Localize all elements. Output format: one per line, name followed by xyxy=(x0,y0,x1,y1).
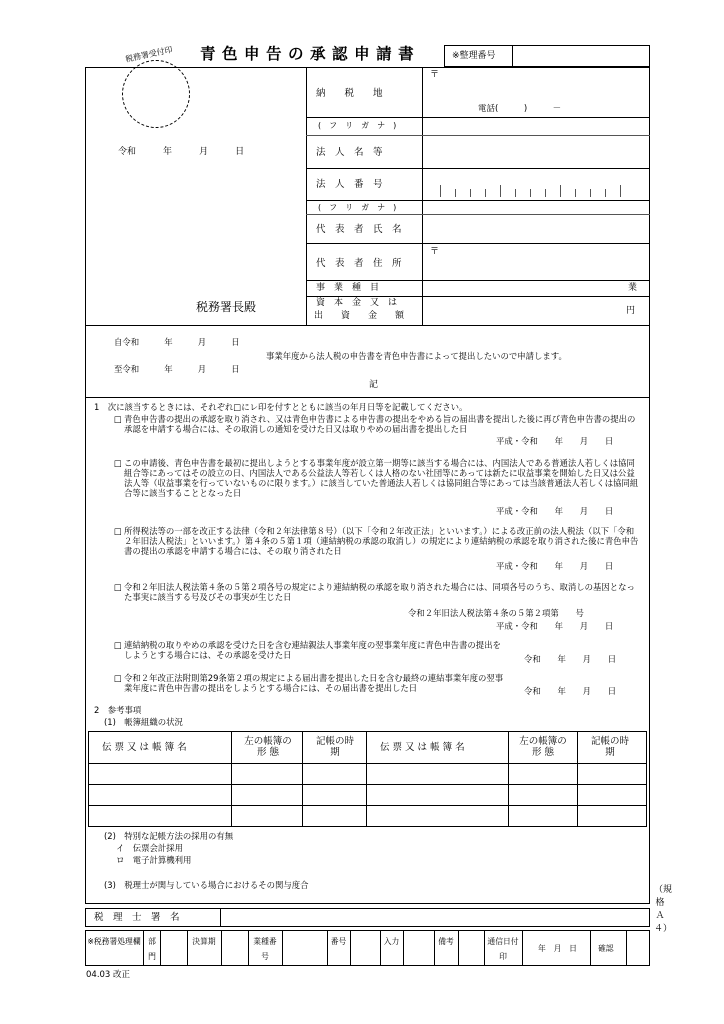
checkbox-6[interactable]: □ xyxy=(114,673,122,683)
rep-postal-mark: 〒 xyxy=(430,247,440,257)
checkbox-3[interactable]: □ xyxy=(114,526,122,536)
checkbox-1[interactable]: □ xyxy=(114,414,122,424)
business-unit: 業 xyxy=(628,283,638,293)
item-1-text: 青色申告書の提出の承認を取り消され、又は青色申告書による申告書の提出をやめる旨の届出書を提出した後に再び青色申告書の提出の承認を申請する場合には、その取消しの通知を受けた日又は取りやめの届出書を提出した日 xyxy=(124,414,636,435)
office-cell-comm-date: 通信日付印 xyxy=(487,937,519,961)
furigana-label-1: ( フ リ ガ ナ ) xyxy=(318,121,397,130)
page-title: 青色申告の承認申請書 xyxy=(200,45,421,63)
office-cell-industry-number: 業種番号 xyxy=(253,937,277,961)
th-ledger-name-2: 伝 票 又 は 帳 簿 名 xyxy=(380,742,465,753)
item-1-date: 平成・令和 年 月 日 xyxy=(496,436,614,446)
item-6-text: 令和２年改正法附則第29条第２項の規定による届出書を提出した日を含む最終の連結事業年度の翌事業年度に青色申告書の提出をしようとする場合には、その届出書を提出した日 xyxy=(124,673,504,694)
stamp-label: 税務署受付印 xyxy=(124,45,174,64)
period-statement: 事業年度から法人税の申告書を青色申告書によって提出したいので申請します。 xyxy=(266,351,567,361)
th-form-1: 左の帳簿の 形 態 xyxy=(244,736,292,759)
office-cell-confirm: 確認 xyxy=(598,944,614,953)
office-cell-fiscal-period: 決算期 xyxy=(192,937,216,946)
instructions: 1 次に該当するときには、それぞれ□にレ印を付すとともに該当の年月日等を記載してください。 xyxy=(94,402,468,412)
reference-heading: 2 参考事項 xyxy=(94,705,142,715)
label-corp-number: 法 人 番 号 xyxy=(316,179,383,190)
item-3-date: 平成・令和 年 月 日 xyxy=(496,561,614,571)
office-cell-remarks: 備考 xyxy=(438,937,454,946)
office-cell-department: 部門 xyxy=(148,937,156,961)
item-6-date: 令和 年 月 日 xyxy=(524,686,617,696)
addressee: 税務署長殿 xyxy=(196,300,257,314)
reference-2a: イ 伝票会計採用 xyxy=(116,843,183,853)
checkbox-4[interactable]: □ xyxy=(114,582,122,592)
capital-unit: 円 xyxy=(626,306,636,316)
reference-1: (1) 帳簿組織の状況 xyxy=(104,717,183,727)
tax-accountant-label: 税 理 士 署 名 xyxy=(94,912,180,923)
phone-label: 電話( ) － xyxy=(478,104,562,114)
item-2-text: この申請後、青色申告書を最初に提出しようとする事業年度が設立第一期等に該当する場合には、内国法人である普通法人若しくは協同組合等にあってはその設立の日、内国法人である公益法人等若しくは人格のない社団等にあっては新たに収益事業を開始した日又は公益法人等（収益事業を行っていないものに限ります。）に該当していた普通法人若しくは協同組合等にあっては当該普通法人若しくは協同組合等に該当することとなった日 xyxy=(124,458,639,499)
reference-3: (3) 税理士が関与している場合におけるその関与度合 xyxy=(104,880,309,890)
period-from: 自令和 年 月 日 xyxy=(114,337,240,347)
serial-label: ※整理番号 xyxy=(452,51,496,61)
corp-number-digit-boxes xyxy=(440,185,640,197)
item-5-text: 連結納税の取りやめの承認を受けた日を含む連結親法人事業年度の翌事業年度に青色申告書の提出をしようとする場合には、その承認を受けた日 xyxy=(124,640,501,661)
item-4-date: 平成・令和 年 月 日 xyxy=(496,621,614,631)
item-2-date: 平成・令和 年 月 日 xyxy=(496,506,614,516)
label-corp-name: 法 人 名 等 xyxy=(316,147,383,158)
paper-size-note: （規格Ａ４） xyxy=(654,885,673,935)
ki-mark: 記 xyxy=(369,380,379,390)
reference-2b: ロ 電子計算機利用 xyxy=(116,855,192,865)
th-timing-1: 記帳の時 期 xyxy=(315,736,364,759)
furigana-label-2: ( フ リ ガ ナ ) xyxy=(318,203,397,212)
item-4-sub: 令和２年旧法人税法第４条の５第２項第 号 xyxy=(408,608,584,618)
checkbox-2[interactable]: □ xyxy=(114,458,122,468)
reference-2: (2) 特別な記帳方法の採用の有無 xyxy=(104,831,234,841)
th-ledger-name-1: 伝 票 又 は 帳 簿 名 xyxy=(102,742,187,753)
office-cell-date: 年 月 日 xyxy=(538,944,577,953)
revision-note: 04.03 改正 xyxy=(86,970,131,980)
label-capital-2: 出 資 金 額 xyxy=(314,311,405,321)
item-5-date: 令和 年 月 日 xyxy=(524,654,617,664)
label-rep-address: 代 表 者 住 所 xyxy=(316,258,402,269)
label-business: 事 業 種 目 xyxy=(316,283,380,293)
label-tax-address: 納 税 地 xyxy=(316,88,383,99)
th-timing-2: 記帳の時 期 xyxy=(590,736,639,759)
th-form-2: 左の帳簿の 形 態 xyxy=(519,736,567,759)
office-cell-number: 番号 xyxy=(330,937,347,946)
label-rep-name: 代 表 者 氏 名 xyxy=(316,224,402,235)
application-date: 令和 年 月 日 xyxy=(118,147,245,157)
item-4-text: 令和２年旧法人税法第４条の５第２項各号の規定により連結納税の承認を取り消された場合には、同項各号のうち、取消しの基因となった事実に該当する号及びその事実が生じた日 xyxy=(124,582,635,603)
checkbox-5[interactable]: □ xyxy=(114,640,122,650)
label-capital-1: 資 本 金 又 は xyxy=(316,298,398,308)
item-3-text: 所得税法等の一部を改正する法律（令和２年法律第８号）（以下「令和２年改正法」といいます。）による改正前の法人税法（以下「令和２年旧法人税法」といいます。）第４条の５第１項（連結納税の承認の取消し）の規定により連結納税の承認を取り消された後に青色申告書の提出の承認を申請する場合には、その取り消された日 xyxy=(124,526,639,557)
period-to: 至令和 年 月 日 xyxy=(114,364,240,374)
postal-mark: 〒 xyxy=(430,70,440,80)
office-cell-tax-office: ※税務署処理欄 xyxy=(87,937,141,946)
office-cell-input: 入力 xyxy=(383,937,400,946)
